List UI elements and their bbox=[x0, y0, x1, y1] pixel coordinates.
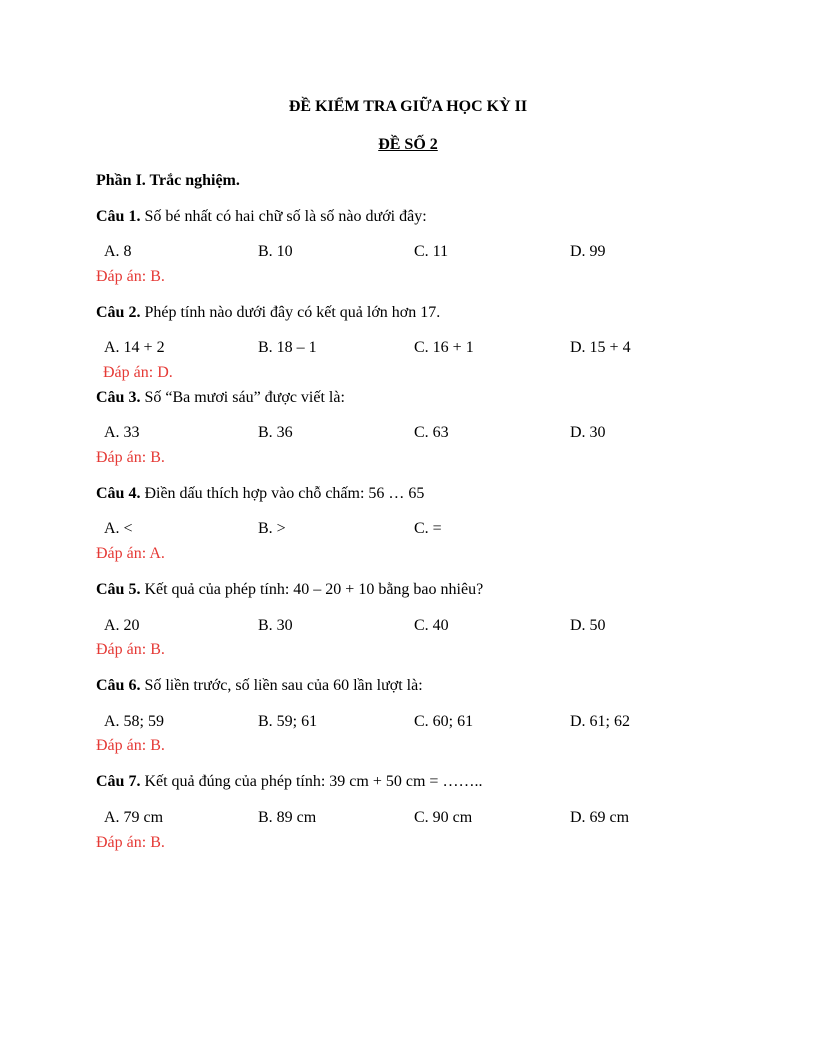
option-b: B. 89 cm bbox=[258, 809, 317, 826]
exam-subtitle: ĐỀ SỐ 2 bbox=[378, 136, 438, 153]
question-label: Câu 7. bbox=[96, 773, 141, 790]
question-label: Câu 3. bbox=[96, 389, 141, 406]
question-6 bbox=[96, 677, 423, 695]
answer-7: Đáp án: B. bbox=[96, 834, 165, 851]
question-7 bbox=[96, 773, 482, 791]
answer-4: Đáp án: A. bbox=[96, 545, 165, 562]
question-2 bbox=[96, 304, 440, 322]
option-c: C. 60; 61 bbox=[414, 713, 474, 730]
option-b: B. 10 bbox=[258, 243, 293, 260]
option-d: D. 61; 62 bbox=[570, 713, 630, 730]
answer-2: Đáp án: D. bbox=[103, 364, 173, 381]
section-title: Phần I. Trắc nghiệm. bbox=[96, 172, 240, 189]
option-a: A. 33 bbox=[104, 424, 140, 441]
option-c: C. 16 + 1 bbox=[414, 339, 474, 356]
option-c: C. 63 bbox=[414, 424, 449, 441]
option-a: A. 8 bbox=[104, 243, 132, 260]
question-text: Số “Ba mươi sáu” được viết là: bbox=[140, 389, 345, 406]
option-c: C. 40 bbox=[414, 617, 449, 634]
question-label: Câu 2. bbox=[96, 304, 141, 321]
option-c: C. 11 bbox=[414, 243, 449, 260]
answer-1: Đáp án: B. bbox=[96, 268, 165, 285]
question-3 bbox=[96, 389, 345, 407]
option-c: C. 90 cm bbox=[414, 809, 473, 826]
question-text: Kết quả đúng của phép tính: 39 cm + 50 cm = …….. bbox=[140, 773, 483, 790]
question-text: Số bé nhất có hai chữ số là số nào dưới đây: bbox=[140, 208, 427, 225]
answer-5: Đáp án: B. bbox=[96, 641, 165, 658]
option-d: D. 69 cm bbox=[570, 809, 630, 826]
option-a: A. < bbox=[104, 520, 133, 537]
option-d: D. 30 bbox=[570, 424, 606, 441]
option-d: D. 99 bbox=[570, 243, 606, 260]
option-a: A. 58; 59 bbox=[104, 713, 164, 730]
question-text: Phép tính nào dưới đây có kết quả lớn hơn 17. bbox=[140, 304, 441, 321]
option-b: B. 30 bbox=[258, 617, 293, 634]
option-b: B. > bbox=[258, 520, 286, 537]
question-label: Câu 4. bbox=[96, 485, 141, 502]
option-a: A. 14 + 2 bbox=[104, 339, 165, 356]
option-a: A. 20 bbox=[104, 617, 140, 634]
question-label: Câu 6. bbox=[96, 677, 141, 694]
option-d: D. 50 bbox=[570, 617, 606, 634]
option-a: A. 79 cm bbox=[104, 809, 164, 826]
question-text: Điền dấu thích hợp vào chỗ chấm: 56 … 65 bbox=[140, 485, 425, 502]
option-b: B. 59; 61 bbox=[258, 713, 318, 730]
option-d: D. 15 + 4 bbox=[570, 339, 631, 356]
question-text: Số liền trước, số liền sau của 60 lần lượt là: bbox=[140, 677, 423, 694]
option-b: B. 18 – 1 bbox=[258, 339, 317, 356]
question-text: Kết quả của phép tính: 40 – 20 + 10 bằng bao nhiêu? bbox=[140, 581, 484, 598]
question-1 bbox=[96, 208, 427, 226]
question-5 bbox=[96, 581, 483, 599]
exam-title: ĐỀ KIỂM TRA GIỮA HỌC KỲ II bbox=[288, 98, 528, 115]
question-label: Câu 5. bbox=[96, 581, 141, 598]
option-b: B. 36 bbox=[258, 424, 293, 441]
answer-6: Đáp án: B. bbox=[96, 737, 165, 754]
option-c: C. = bbox=[414, 520, 442, 537]
question-4 bbox=[96, 485, 424, 503]
question-label: Câu 1. bbox=[96, 208, 141, 225]
answer-3: Đáp án: B. bbox=[96, 449, 165, 466]
